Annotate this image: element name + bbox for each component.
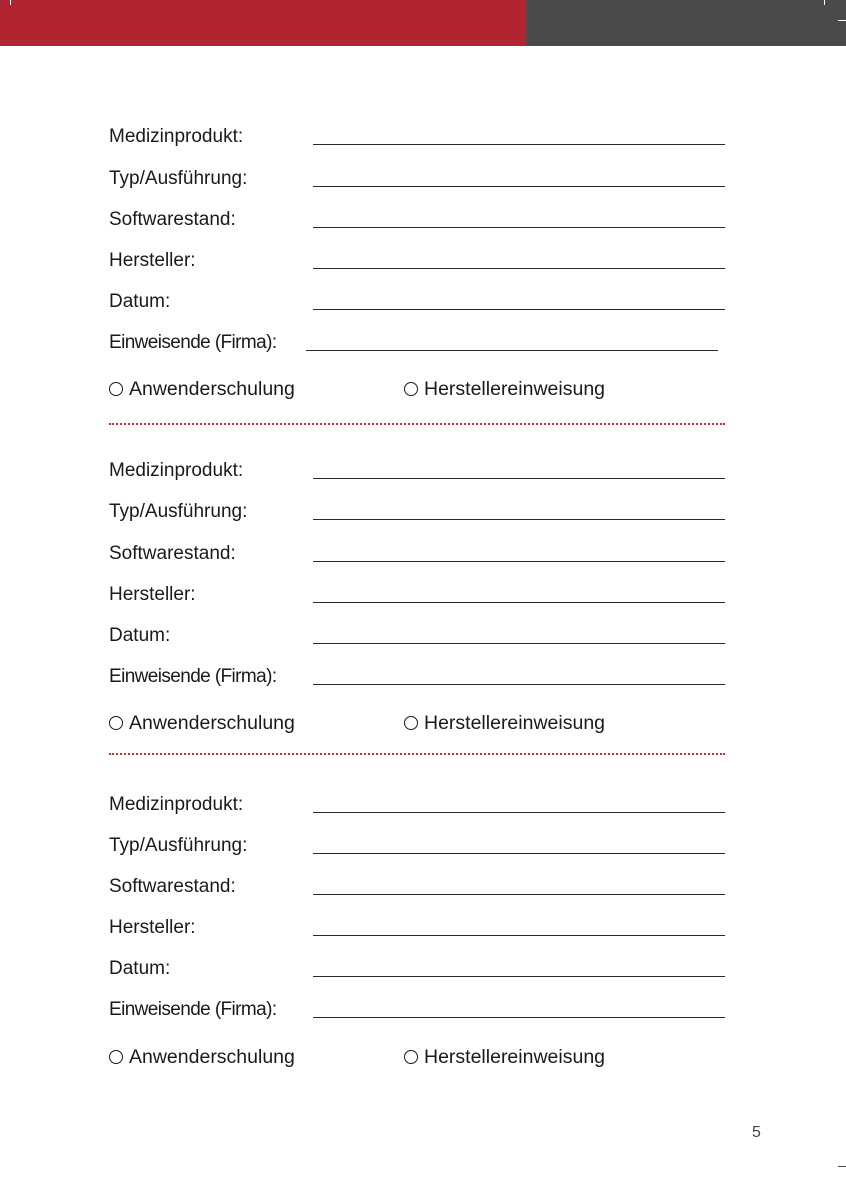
section-divider bbox=[109, 423, 725, 425]
field-row-hersteller bbox=[109, 913, 725, 943]
option-anwenderschulung[interactable] bbox=[109, 708, 295, 738]
field-label: Einweisende (Firma): bbox=[109, 999, 277, 1020]
fill-in-line[interactable] bbox=[313, 561, 725, 562]
field-label: Datum: bbox=[109, 958, 171, 979]
fill-in-line[interactable] bbox=[306, 350, 718, 351]
fill-in-line[interactable] bbox=[313, 812, 725, 813]
field-label: Datum: bbox=[109, 291, 171, 312]
crop-mark bbox=[838, 20, 846, 21]
option-label: Anwenderschulung bbox=[129, 711, 295, 734]
header-band-red bbox=[0, 0, 526, 46]
field-row-softwarestand bbox=[109, 872, 725, 902]
field-row-medizinprodukt bbox=[109, 456, 725, 486]
field-row-typ bbox=[109, 831, 725, 861]
field-label: Einweisende (Firma): bbox=[109, 666, 277, 687]
radio-circle-icon[interactable] bbox=[109, 716, 123, 730]
fill-in-line[interactable] bbox=[313, 853, 725, 854]
option-label: Herstellereinweisung bbox=[424, 711, 606, 734]
option-anwenderschulung[interactable] bbox=[109, 1042, 295, 1072]
option-anwenderschulung[interactable] bbox=[109, 374, 295, 404]
option-label: Herstellereinweisung bbox=[424, 1045, 606, 1068]
field-label: Medizinprodukt: bbox=[109, 460, 244, 481]
field-label: Softwarestand: bbox=[109, 876, 236, 897]
field-row-medizinprodukt bbox=[109, 122, 725, 152]
fill-in-line[interactable] bbox=[313, 478, 725, 479]
fill-in-line[interactable] bbox=[313, 309, 725, 310]
field-row-typ bbox=[109, 497, 725, 527]
fill-in-line[interactable] bbox=[313, 268, 725, 269]
fill-in-line[interactable] bbox=[313, 935, 725, 936]
field-row-medizinprodukt bbox=[109, 790, 725, 820]
field-label: Hersteller: bbox=[109, 250, 196, 271]
field-label: Hersteller: bbox=[109, 584, 196, 605]
radio-circle-icon[interactable] bbox=[404, 716, 418, 730]
field-label: Hersteller: bbox=[109, 917, 196, 938]
field-row-einweisende bbox=[109, 328, 725, 358]
field-row-softwarestand bbox=[109, 205, 725, 235]
field-label: Einweisende (Firma): bbox=[109, 332, 277, 353]
fill-in-line[interactable] bbox=[313, 602, 725, 603]
radio-circle-icon[interactable] bbox=[109, 382, 123, 396]
field-label: Typ/Ausführung: bbox=[109, 835, 248, 856]
section-divider bbox=[109, 753, 725, 755]
crop-mark bbox=[838, 1166, 846, 1167]
field-label: Softwarestand: bbox=[109, 543, 236, 564]
field-label: Typ/Ausführung: bbox=[109, 501, 248, 522]
page-number: 5 bbox=[752, 1124, 761, 1141]
option-label: Anwenderschulung bbox=[129, 1045, 295, 1068]
fill-in-line[interactable] bbox=[313, 227, 725, 228]
option-row bbox=[109, 1042, 725, 1072]
field-row-softwarestand bbox=[109, 539, 725, 569]
radio-circle-icon[interactable] bbox=[109, 1050, 123, 1064]
fill-in-line[interactable] bbox=[313, 1017, 725, 1018]
field-row-datum bbox=[109, 287, 725, 317]
field-label: Medizinprodukt: bbox=[109, 126, 244, 147]
field-row-typ bbox=[109, 164, 725, 194]
option-row bbox=[109, 708, 725, 738]
option-label: Anwenderschulung bbox=[129, 377, 295, 400]
fill-in-line[interactable] bbox=[313, 976, 725, 977]
field-row-datum bbox=[109, 621, 725, 651]
radio-circle-icon[interactable] bbox=[404, 1050, 418, 1064]
crop-mark bbox=[824, 0, 825, 5]
field-row-hersteller bbox=[109, 246, 725, 276]
option-herstellereinweisung[interactable] bbox=[404, 374, 605, 404]
fill-in-line[interactable] bbox=[313, 643, 725, 644]
fill-in-line[interactable] bbox=[313, 144, 725, 145]
field-label: Typ/Ausführung: bbox=[109, 168, 248, 189]
option-herstellereinweisung[interactable] bbox=[404, 1042, 605, 1072]
option-herstellereinweisung[interactable] bbox=[404, 708, 605, 738]
field-row-einweisende bbox=[109, 995, 725, 1025]
field-row-hersteller bbox=[109, 580, 725, 610]
field-label: Medizinprodukt: bbox=[109, 794, 244, 815]
fill-in-line[interactable] bbox=[313, 894, 725, 895]
fill-in-line[interactable] bbox=[313, 186, 725, 187]
crop-mark bbox=[10, 0, 11, 5]
field-label: Datum: bbox=[109, 625, 171, 646]
field-row-einweisende bbox=[109, 662, 725, 692]
option-label: Herstellereinweisung bbox=[424, 377, 606, 400]
field-label: Softwarestand: bbox=[109, 209, 236, 230]
header-band-gray bbox=[526, 0, 846, 46]
option-row bbox=[109, 374, 725, 404]
fill-in-line[interactable] bbox=[313, 684, 725, 685]
radio-circle-icon[interactable] bbox=[404, 382, 418, 396]
field-row-datum bbox=[109, 954, 725, 984]
fill-in-line[interactable] bbox=[313, 519, 725, 520]
